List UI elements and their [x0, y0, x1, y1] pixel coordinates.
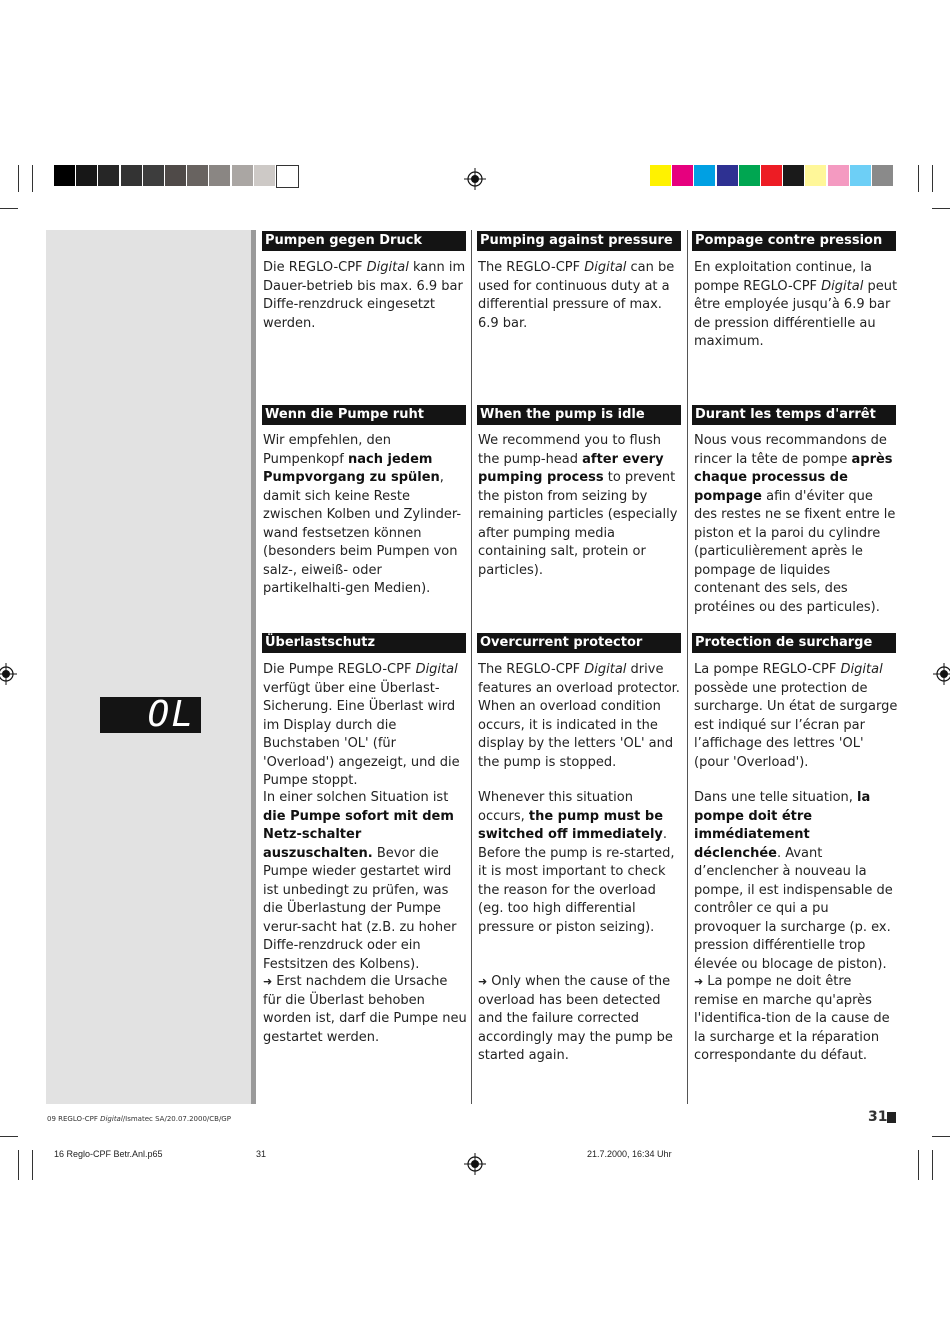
paragraph-fr: Dans une telle situation, la pompe doit étre immédiatement déclenchée. Avant d’enclencher à nouveau la pompe, il est indispensable de contrôler ce qui a pu provoquer la surcharge (p. ex. pression différentielle trop élevée ou blocage de piston). [694, 790, 893, 972]
color-swatch [739, 165, 760, 186]
color-swatch [761, 165, 782, 186]
arrow-right-icon: ➜ [694, 975, 704, 988]
slug-date: 21.7.2000, 16:34 Uhr [587, 1149, 672, 1159]
paragraph-de: In einer solchen Situation ist die Pumpe sofort mit dem Netz-schalter auszuschalten. Bevor die Pumpe wieder gestartet wird ist unbedingt zu prüfen, was die Überlastung der Pumpe verur-sacht hat (z.B. zu hoher Diffe-renzdruck oder ein Festsitzen des Kolbens). [263, 790, 457, 972]
gray-swatch [54, 165, 75, 186]
slug-filename: 16 Reglo-CPF Betr.Anl.p65 [54, 1149, 163, 1159]
gray-swatch [143, 165, 164, 186]
registration-mark-icon [464, 168, 486, 190]
crop-mark [32, 1150, 33, 1180]
gray-swatch [121, 165, 142, 186]
section-heading-en: When the pump is idle [477, 405, 681, 425]
column-divider [471, 230, 472, 1104]
slug-page: 31 [256, 1149, 267, 1159]
crop-mark [18, 165, 19, 192]
section-heading-fr: Durant les temps d'arrêt [692, 405, 896, 425]
paragraph-fr: La pompe REGLO-CPF Digital possède une protection de surcharge. Un état de surgarge est indiqué sur l’écran par l’affichage des lettres 'OL' (pour 'Overload'). [694, 662, 898, 770]
color-swatch [850, 165, 871, 186]
gray-swatch [276, 165, 299, 188]
crop-mark [0, 1136, 18, 1137]
page-number: 31 [868, 1109, 888, 1125]
crop-mark [18, 1150, 19, 1180]
crop-mark [918, 1150, 919, 1180]
paragraph-en: The REGLO-CPF Digital can be used for continuous duty at a differential pressure of max. 6.9 bar. [478, 260, 675, 331]
gray-swatch [187, 165, 208, 186]
paragraph-fr: En exploitation continue, la pompe REGLO-CPF Digital peut être employée jusqu’à 6.9 bar de pression différentielle au maximum. [694, 260, 898, 349]
lcd-display [100, 694, 201, 735]
gray-swatch [209, 165, 230, 186]
paragraph-en: The REGLO-CPF Digital drive features an overload protector. When an overload condition occurs, it is indicated in the display by the letters 'OL' and the pump is stopped. [478, 662, 680, 770]
margin-panel [46, 230, 251, 1104]
section-heading-de: Pumpen gegen Druck [262, 231, 466, 251]
paragraph-en: We recommend you to flush the pump-head after every pumping process to prevent the piston from seizing by remaining particles (especially after pumping media containing salt, protein or particles). [478, 433, 678, 578]
color-swatch [694, 165, 715, 186]
color-swatch [783, 165, 804, 186]
registration-mark-icon [464, 1153, 486, 1175]
color-swatch [672, 165, 693, 186]
paragraph-de: ➜ Erst nachdem die Ursache für die Überlast behoben worden ist, darf die Pumpe neu gestartet werden. [263, 974, 467, 1045]
page-number-marker [887, 1112, 896, 1123]
color-swatch [650, 165, 671, 186]
margin-panel-edge [251, 230, 256, 1104]
color-swatch [717, 165, 738, 186]
registration-mark-icon [933, 663, 950, 685]
paragraph-de: Die Pumpe REGLO-CPF Digital verfügt über eine Überlast-Sicherung. Eine Überlast wird im Display durch die Buchstaben 'OL' (für 'Overload') angezeigt, und die Pumpe stoppt. [263, 662, 460, 788]
color-swatch [805, 165, 826, 186]
section-heading-fr: Pompage contre pression [692, 231, 896, 251]
section-heading-fr: Protection de surcharge [692, 633, 896, 653]
paragraph-en: Whenever this situation occurs, the pump must be switched off immediately. Before the pump is re-started, it is most important to check the reason for the overload (eg. too high differential pressure or piston seizing). [478, 790, 675, 935]
paragraph-de: Die REGLO-CPF Digital kann im Dauer-betrieb bis max. 6.9 bar Diffe-renzdruck eingesetzt werden. [263, 260, 466, 331]
section-heading-de: Wenn die Pumpe ruht [262, 405, 466, 425]
crop-mark [932, 1136, 950, 1137]
crop-mark [932, 208, 950, 209]
gray-swatch [76, 165, 97, 186]
paragraph-fr: ➜ La pompe ne doit être remise en marche qu'après l'identifica-tion de la cause de la surcharge et la réparation correspondante du défaut. [694, 974, 890, 1063]
gray-swatch [98, 165, 119, 186]
section-heading-en: Overcurrent protector [477, 633, 681, 653]
gray-swatch [232, 165, 253, 186]
column-divider [687, 230, 688, 1104]
gray-swatch [254, 165, 275, 186]
crop-mark [932, 165, 933, 192]
paragraph-de: Wir empfehlen, den Pumpenkopf nach jedem Pumpvorgang zu spülen, damit sich keine Reste zwischen Kolben und Zylinder-wand festsetzen können (besonders beim Pumpen von salz-, eiweiß- oder partikelhalti-gen Medien). [263, 433, 462, 596]
arrow-right-icon: ➜ [478, 975, 488, 988]
section-heading-de: Überlastschutz [262, 633, 466, 653]
document-reference: 09 REGLO-CPF Digital/Ismatec SA/20.07.2000/CB/GP [47, 1115, 231, 1123]
arrow-right-icon: ➜ [263, 975, 273, 988]
color-swatch [872, 165, 893, 186]
paragraph-en: ➜ Only when the cause of the overload has been detected and the failure corrected accordingly may the pump be started again. [478, 974, 673, 1063]
gray-swatch [165, 165, 186, 186]
lcd-display-text: OL [147, 694, 195, 735]
color-swatch [828, 165, 849, 186]
crop-mark [32, 165, 33, 192]
paragraph-fr: Nous vous recommandons de rincer la tête de pompe après chaque processus de pompage afin d'éviter que des restes ne se fixent entre le piston et la paroi du cylindre (particulièrement après le pompage de liquides contenant des sels, des protéines ou des particules). [694, 433, 896, 615]
crop-mark [932, 1150, 933, 1180]
crop-mark [0, 208, 18, 209]
crop-mark [918, 165, 919, 192]
registration-mark-icon [0, 663, 17, 685]
section-heading-en: Pumping against pressure [477, 231, 681, 251]
